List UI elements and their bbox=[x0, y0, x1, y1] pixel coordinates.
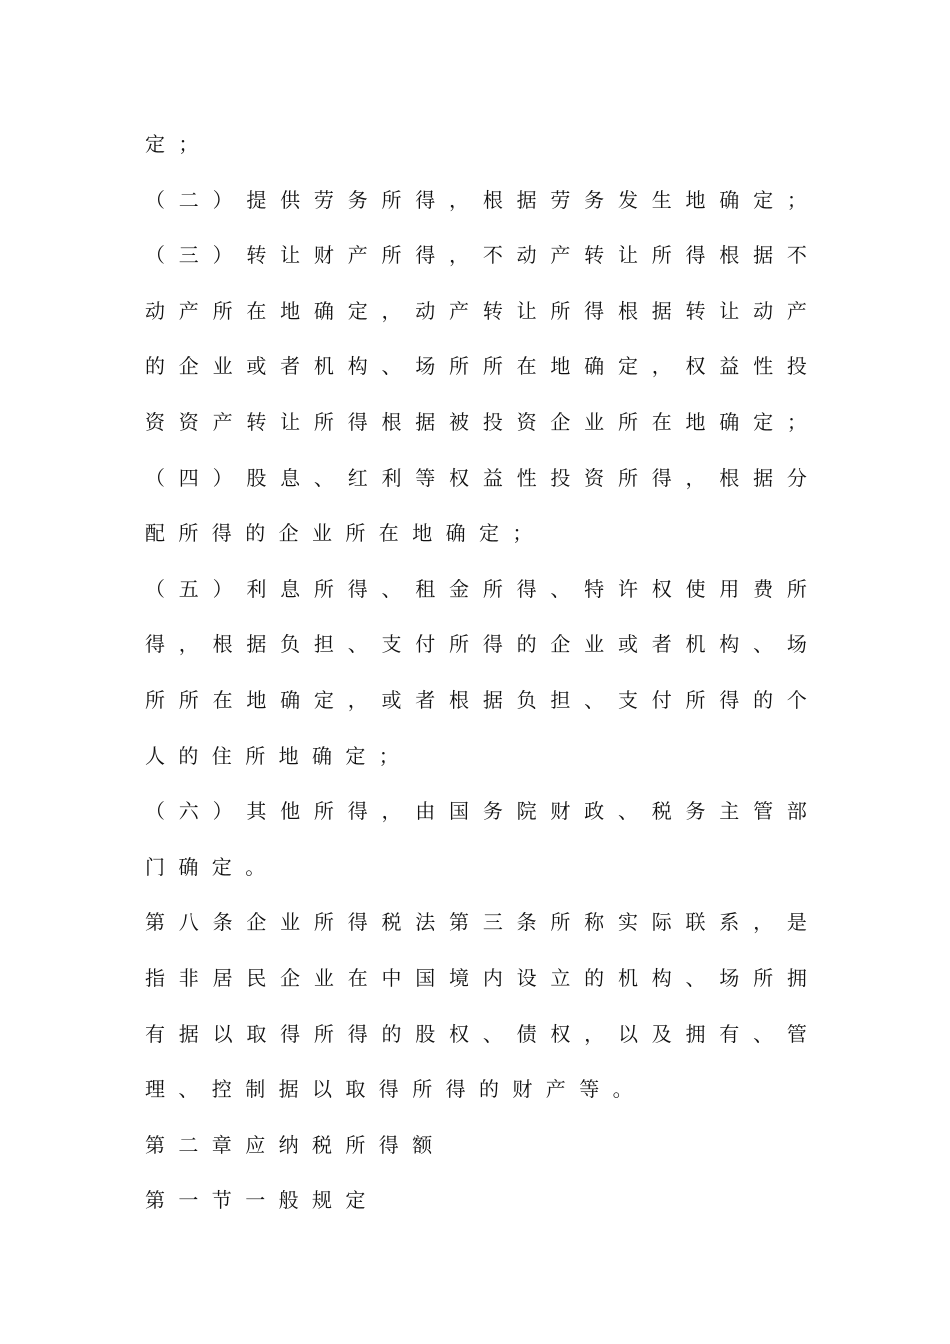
text-line: 指 非 居 民 企 业 在 中 国 境 内 设 立 的 机 构 、 场 所 拥 bbox=[145, 965, 807, 990]
text-line: 人的住所地确定； bbox=[145, 743, 413, 768]
text-line: 门确定。 bbox=[145, 854, 279, 879]
chapter-heading: 第二章应纳税所得额 bbox=[145, 1132, 446, 1157]
text-line: 资 资 产 转 让 所 得 根 据 被 投 资 企 业 所 在 地 确 定 ； bbox=[145, 409, 807, 434]
text-line: 的 企 业 或 者 机 构 、 场 所 所 在 地 确 定 ， 权 益 性 投 bbox=[145, 354, 807, 379]
text-line: 得 ， 根 据 负 担 、 支 付 所 得 的 企 业 或 者 机 构 、 场 bbox=[145, 632, 807, 657]
text-line: 有 据 以 取 得 所 得 的 股 权 、 债 权 ， 以 及 拥 有 、 管 bbox=[145, 1021, 807, 1046]
text-line: 定； bbox=[145, 132, 212, 156]
text-line: 配所得的企业所在地确定； bbox=[145, 521, 546, 546]
text-line: （ 三 ） 转 让 财 产 所 得 ， 不 动 产 转 让 所 得 根 据 不 bbox=[145, 243, 807, 268]
text-line: 动 产 所 在 地 确 定 ， 动 产 转 让 所 得 根 据 转 让 动 产 bbox=[145, 298, 807, 323]
text-line: （ 六 ） 其 他 所 得 ， 由 国 务 院 财 政 、 税 务 主 管 部 bbox=[145, 799, 807, 824]
section-heading: 第一节一般规定 bbox=[145, 1188, 379, 1213]
text-line: （ 四 ） 股 息 、 红 利 等 权 益 性 投 资 所 得 ， 根 据 分 bbox=[145, 465, 807, 490]
text-line: （ 二 ） 提 供 劳 务 所 得 ， 根 据 劳 务 发 生 地 确 定 ； bbox=[145, 187, 807, 212]
text-line: 理、控制据以取得所得的财产等。 bbox=[145, 1077, 646, 1102]
document-body bbox=[145, 117, 807, 1229]
text-line: 第 八 条 企 业 所 得 税 法 第 三 条 所 称 实 际 联 系 ， 是 bbox=[145, 910, 807, 935]
text-line: 所 所 在 地 确 定 ， 或 者 根 据 负 担 、 支 付 所 得 的 个 bbox=[145, 687, 807, 712]
text-line: （ 五 ） 利 息 所 得 、 租 金 所 得 、 特 许 权 使 用 费 所 bbox=[145, 576, 807, 601]
